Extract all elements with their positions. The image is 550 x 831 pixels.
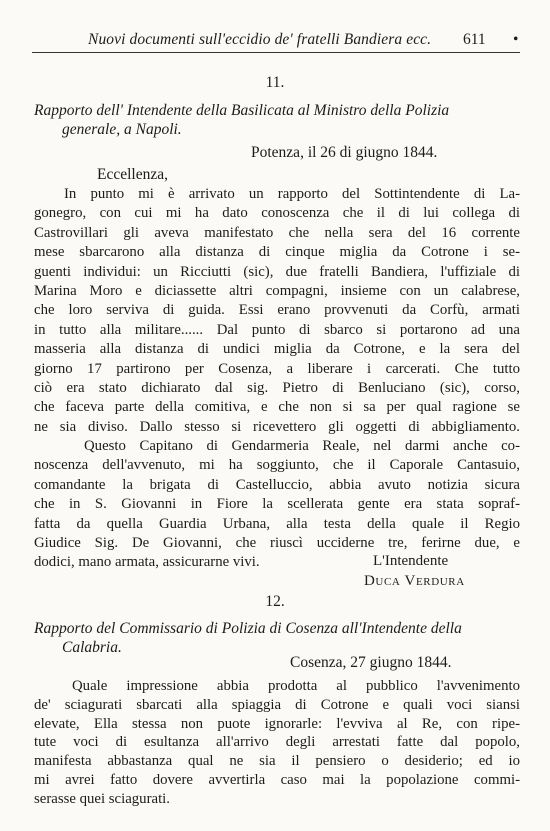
header-rule (32, 52, 520, 53)
document-11-salutation: Eccellenza, (97, 166, 168, 183)
document-11-signature-name: Duca Verdura (364, 573, 465, 589)
text-line: serasse quei sciagurati. (34, 790, 170, 807)
document-12-heading-line-1: Rapporto del Commissario di Polizia di Cosenza all'Intendente della (34, 620, 462, 637)
document-11-signature-title: L'Intendente (373, 553, 449, 569)
text-line: mi avrei fatto dovere avvertirla caso mai la popolazione commi- (34, 771, 520, 788)
page-dot: • (513, 31, 519, 48)
text-line: Castrovillari gli aveva manifestato che nella sera del 16 corrente (34, 224, 520, 241)
text-line: mese sbarcarono alla distanza di cinque miglia da Cotrone i se- (34, 244, 520, 261)
text-line: manifesta abbastanza qual ne sia il pensiero o desiderio; ed io (34, 753, 520, 770)
document-number-12: 12. (265, 593, 285, 610)
text-line: ciò era stato dichiarato dal sig. Pietro di Benluciano (sic), corso, (34, 380, 520, 397)
text-line: comandante la brigata di Castelluccio, abbia avuto notizia sicura (34, 476, 520, 493)
text-line: elevate, Ella stessa non puote ignorarle: l'evviva al Re, con ripe- (34, 715, 520, 732)
document-11-heading-line-1: Rapporto dell' Intendente della Basilicata al Ministro della Polizia (34, 102, 450, 119)
text-line: fatta da quella Guardia Urbana, alla testa della quale il Regio (34, 515, 520, 532)
document-11-dateline: Potenza, il 26 di giugno 1844. (251, 144, 438, 161)
text-line: de' sciagurati sbarcati alla spiaggia di Cotrone e quali voci siansi (34, 696, 520, 713)
page-number: 611 (463, 31, 486, 48)
text-line: giorno 17 partirono per Cosenza, a liberare i carcerati. Che tutto (34, 360, 520, 377)
text-line: In punto mi è arrivato un rapporto del Sottintendente di La- (64, 186, 520, 202)
text-line: Giudice Sig. De Giovanni, che riuscì ucciderne tre, ferirne due, e (34, 535, 520, 552)
text-line: che loro serviva di guida. Essi erano provvenuti da Corfù, armati (34, 302, 520, 319)
document-11-paragraph-1 (34, 185, 520, 437)
document-11-heading-line-2: generale, a Napoli. (62, 121, 182, 138)
text-line: Questo Capitano di Gendarmeria Reale, nel darmi anche co- (84, 438, 520, 454)
text-line: ne sia diviso. Dallo stesso si ricevettero gli oggetti di abbigliamento. (34, 418, 520, 435)
text-line: che faceva parte della comitiva, e che non si sa per qual ragione se (34, 399, 520, 416)
text-line: noscenza dell'avvenuto, mi ha soggiunto, che il Caporale Cantasuio, (34, 457, 520, 474)
text-line: dodici, mano armata, assicurarne vivi. (34, 554, 260, 571)
text-line: masseria alla distanza di undici miglia da Cotrone, e la sera del (34, 341, 520, 358)
text-line: Quale impressione abbia prodotta al pubblico l'avvenimento (72, 678, 520, 694)
document-12-heading-line-2: Calabria. (62, 639, 122, 656)
document-12-paragraph-1 (34, 677, 520, 809)
text-line: guenti individui: un Ricciutti (sic), due fratelli Bandiera, l'uffiziale di (34, 263, 520, 280)
document-number-11: 11. (265, 74, 285, 91)
text-line: Marina Moro e diciassette altri compagni, insieme con un calabrese, (34, 283, 520, 300)
text-line: gonegro, con cui mi ha dato conoscenza che il di lui collega di (34, 205, 520, 222)
text-line: in tutto alla militare...... Dal punto di sbarco si portarono ad una (34, 321, 520, 338)
text-line: che in S. Giovanni in Fiore la scellerata gente era stata sopraf- (34, 496, 520, 513)
running-header-title: Nuovi documenti sull'eccidio de' fratelli Bandiera ecc. (88, 31, 432, 48)
text-line: tute voci di esultanza all'arrivo degli arrestati fatte dal popolo, (34, 734, 520, 751)
document-12-dateline: Cosenza, 27 giugno 1844. (290, 654, 452, 671)
